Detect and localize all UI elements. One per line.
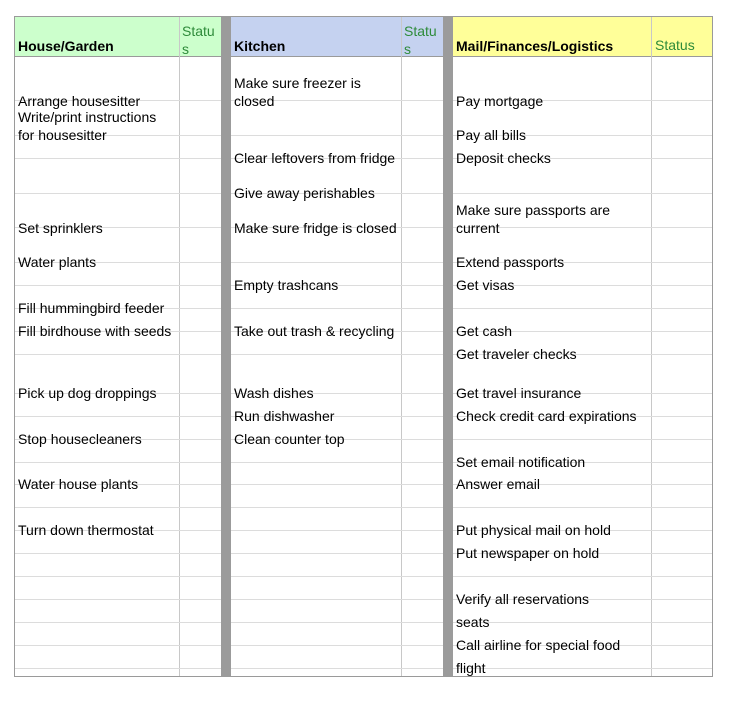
task-item: Pay all bills [456,127,527,143]
table-row [231,354,443,355]
task-item: Verify all reservations [456,591,590,607]
status-text: Status [182,23,215,57]
table-row [231,576,443,577]
column-divider [221,17,231,676]
kitchen-title: Kitchen [234,38,286,54]
table-row [231,645,443,646]
task-item: Extend passports [456,254,565,270]
task-item: Make sure freezer is [234,75,361,91]
task-item: Stop housecleaners [18,431,142,447]
task-item: closed [234,93,275,109]
task-item: Water house plants [18,476,139,492]
task-item: Answer email [456,476,541,492]
task-item: flight [456,660,486,676]
table-row [15,158,221,159]
table-row [453,507,712,508]
mail-finances-section [453,17,712,676]
kitchen-section [231,17,443,676]
task-item: Put newspaper on hold [456,545,600,561]
mail-finances-header [453,17,712,57]
task-item: Give away perishables [234,185,375,201]
task-item: current [456,220,500,236]
table-row [15,193,221,194]
task-item: Get cash [456,323,513,339]
task-item: Empty trashcans [234,277,339,293]
house-garden-section [15,17,221,676]
house-garden-header [15,17,221,57]
table-row [231,622,443,623]
column-divider [443,17,453,676]
table-row [15,507,221,508]
task-item: Put physical mail on hold [456,522,611,538]
mail-finances-status-label: Status [655,37,695,53]
table-row [231,262,443,263]
table-row [15,599,221,600]
kitchen-header [231,17,443,57]
table-row [15,645,221,646]
table-row [15,622,221,623]
task-item: Set sprinklers [18,220,103,236]
task-item: Set email notification [456,454,586,470]
task-item: for housesitter [18,127,107,143]
task-item: Get travel insurance [456,385,582,401]
table-row [15,416,221,417]
table-row [231,462,443,463]
task-item: Wash dishes [234,385,314,401]
task-item: Deposit checks [456,150,551,166]
kitchen-status-label [404,22,442,58]
table-row [453,622,712,623]
table-row [453,668,712,669]
task-item: Take out trash & recycling [234,323,395,339]
house-garden-title: House/Garden [18,38,114,54]
task-item: Clean counter top [234,431,345,447]
task-item: Clear leftovers from fridge [234,150,396,166]
table-row [231,553,443,554]
table-row [231,530,443,531]
table-row [15,576,221,577]
task-item: Fill birdhouse with seeds [18,323,172,339]
table-row [15,285,221,286]
task-item: Fill hummingbird feeder [18,300,165,316]
task-item: Turn down thermostat [18,522,154,538]
table-row [453,576,712,577]
table-row [231,599,443,600]
task-item: Water plants [18,254,97,270]
task-item: Write/print instructions [18,109,157,125]
table-row [453,439,712,440]
task-item: Arrange housesitter [18,93,141,109]
task-item: Get visas [456,277,515,293]
table-row [231,484,443,485]
table-row [453,193,712,194]
task-item: Pick up dog droppings [18,385,157,401]
mail-finances-title: Mail/Finances/Logistics [456,38,614,54]
task-item: Call airline for special food [456,637,621,653]
task-item: Make sure fridge is closed [234,220,397,236]
table-row [15,462,221,463]
task-item: Run dishwasher [234,408,335,424]
spreadsheet [14,16,713,677]
table-row [231,308,443,309]
table-row [231,668,443,669]
table-row [453,308,712,309]
table-row [15,354,221,355]
task-item: Pay mortgage [456,93,544,109]
task-item: seats [456,614,490,630]
house-garden-status-label [182,22,220,58]
table-row [231,135,443,136]
task-item: Check credit card expirations [456,408,637,424]
table-row [15,553,221,554]
task-item: Make sure passports are [456,202,611,218]
status-text: Status [404,23,437,57]
table-row [231,507,443,508]
task-item: Get traveler checks [456,346,577,362]
table-row [15,668,221,669]
